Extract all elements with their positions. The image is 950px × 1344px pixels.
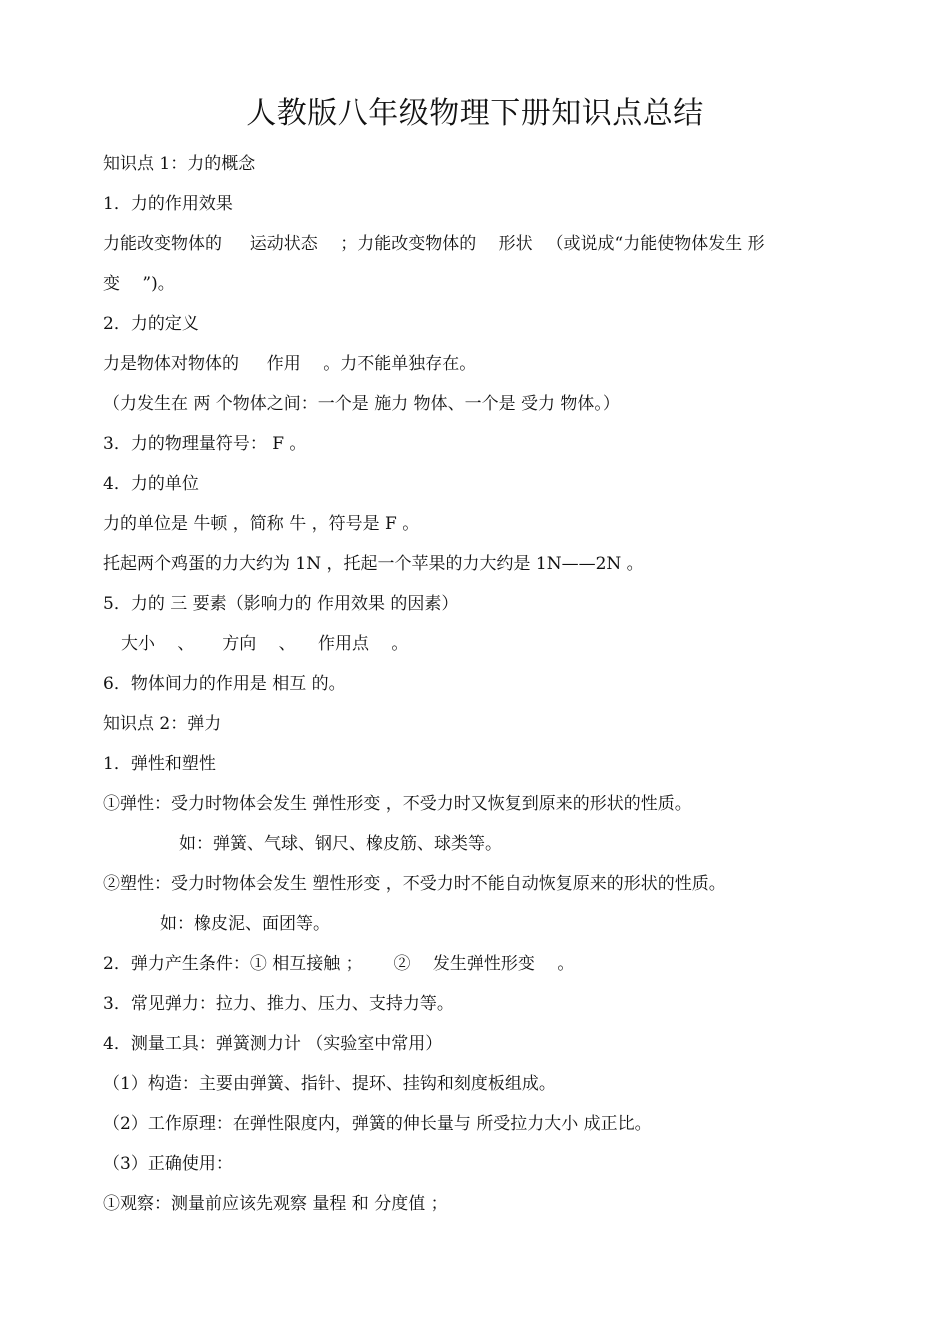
text-line: 大小 、 方向 、 作用点 。	[121, 634, 409, 654]
text-line: 5．力的 三 要素（影响力的 作用效果 的因素）	[103, 594, 459, 614]
document-title: 人教版八年级物理下册知识点总结	[246, 96, 704, 131]
text-line: 3．力的物理量符号： F 。	[103, 434, 307, 454]
text-line: 变 ”)。	[103, 274, 175, 294]
text-line: 知识点 1：力的概念	[103, 154, 256, 174]
text-line: （力发生在 两 个物体之间：一个是 施力 物体、一个是 受力 物体。）	[103, 394, 620, 414]
text-line: 6．物体间力的作用是 相互 的。	[103, 674, 346, 694]
text-line: 1．弹性和塑性	[103, 754, 216, 774]
text-line: ①弹性：受力时物体会发生 弹性形变 ，不受力时又恢复到原来的形状的性质。	[103, 794, 692, 814]
text-line: 如：弹簧、气球、钢尺、橡皮筋、球类等。	[179, 834, 502, 854]
text-line: 知识点 2：弹力	[103, 714, 222, 734]
text-line: 如：橡皮泥、面团等。	[160, 914, 330, 934]
text-line: 3．常见弹力：拉力、推力、压力、支持力等。	[103, 994, 454, 1014]
text-line: 力能改变物体的 运动状态 ；力能改变物体的 形状 （或说成“力能使物体发生 形	[103, 234, 765, 254]
text-line: 4．力的单位	[103, 474, 199, 494]
text-line: 4．测量工具：弹簧测力计 （实验室中常用）	[103, 1034, 443, 1054]
text-line: 托起两个鸡蛋的力大约为 1N ，托起一个苹果的力大约是 1N——2N 。	[103, 554, 644, 574]
text-line: ①观察：测量前应该先观察 量程 和 分度值 ；	[103, 1194, 448, 1214]
text-line: 1．力的作用效果	[103, 194, 233, 214]
text-line: 2．弹力产生条件：① 相互接触 ； ② 发生弹性形变 。	[103, 954, 575, 974]
text-line: ②塑性：受力时物体会发生 塑性形变 ，不受力时不能自动恢复原来的形状的性质。	[103, 874, 726, 894]
text-line: （3）正确使用：	[103, 1154, 233, 1174]
text-line: 力的单位是 牛顿 ，简称 牛 ，符号是 F 。	[103, 514, 420, 534]
text-line: （1）构造：主要由弹簧、指针、提环、挂钩和刻度板组成。	[103, 1074, 556, 1094]
text-line: 2．力的定义	[103, 314, 199, 334]
text-line: （2）工作原理：在弹性限度内，弹簧的伸长量与 所受拉力大小 成正比。	[103, 1114, 652, 1134]
text-line: 力是物体对物体的 作用 。力不能单独存在。	[103, 354, 477, 374]
